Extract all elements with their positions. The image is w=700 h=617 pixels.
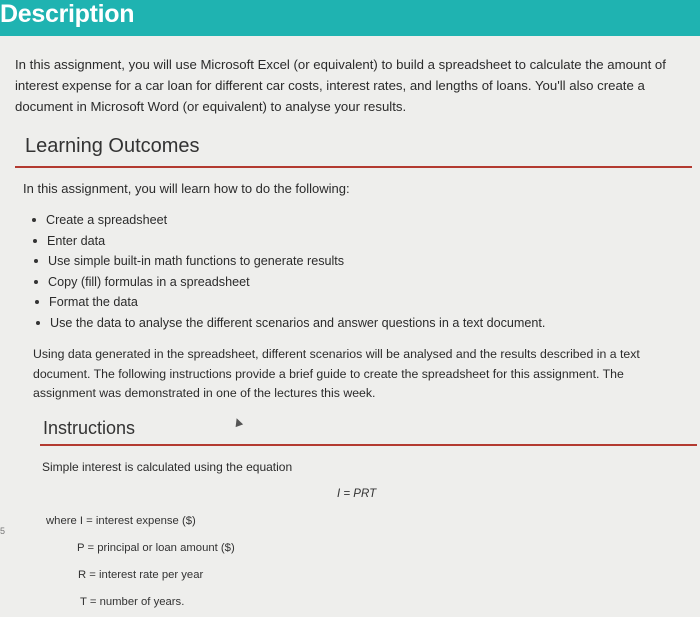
- list-item: [30, 210, 545, 231]
- list-item: [32, 251, 545, 272]
- margin-mark: 5: [0, 526, 6, 536]
- list-item: [32, 272, 545, 293]
- where-time: T = number of years.: [80, 596, 185, 608]
- list-item-text: Use simple built-in math functions to generate results: [48, 254, 345, 269]
- learning-outcomes-intro: In this assignment, you will learn how to do the following:: [23, 181, 350, 196]
- where-principal: P = principal or loan amount ($): [77, 542, 235, 554]
- bullet-icon: [34, 280, 38, 284]
- list-item-text: Enter data: [47, 233, 106, 248]
- list-item: [33, 292, 545, 313]
- interest-equation: I = PRT: [337, 488, 377, 500]
- where-rate: R = interest rate per year: [78, 569, 204, 581]
- list-item-text: Create a spreadsheet: [46, 213, 168, 227]
- instructions-heading: Instructions: [43, 418, 136, 438]
- list-item-text: Use the data to analyse the different scenarios and answer questions in a text document.: [50, 315, 546, 330]
- bullet-icon: [35, 300, 39, 304]
- bullet-icon: [34, 259, 38, 263]
- list-item: [31, 231, 545, 252]
- learning-outcomes-divider: [15, 166, 692, 168]
- learning-outcomes-heading: Learning Outcomes: [25, 135, 200, 157]
- bullet-icon: [32, 218, 36, 222]
- intro-paragraph: In this assignment, you will use Microsoft Excel (or equivalent) to build a spreadsheet to calculate the amount of interest expense for a car loan for different car costs, interest rates, and lengths of loans. You'll also create a document in Microsoft Word (or equivalent) to analyse your results.: [15, 57, 666, 114]
- bullet-icon: [33, 239, 37, 243]
- bullet-icon: [36, 321, 40, 325]
- list-item: [34, 313, 545, 334]
- learning-outcomes-list: [30, 210, 545, 334]
- list-item-text: Format the data: [49, 295, 138, 310]
- simple-interest-text: Simple interest is calculated using the equation: [42, 460, 293, 474]
- mouse-cursor-icon: [233, 417, 243, 427]
- where-interest: where I = interest expense ($): [46, 515, 196, 527]
- analysis-paragraph: Using data generated in the spreadsheet, different scenarios will be analysed and the results described in a text document. The following instructions provide a brief guide to create the spreadsheet for this assignment. The assignment was demonstrated in one of the lectures this week.: [33, 347, 640, 400]
- page-title: Description: [0, 0, 146, 30]
- list-item-text: Copy (fill) formulas in a spreadsheet: [48, 274, 250, 289]
- instructions-divider: [40, 444, 697, 446]
